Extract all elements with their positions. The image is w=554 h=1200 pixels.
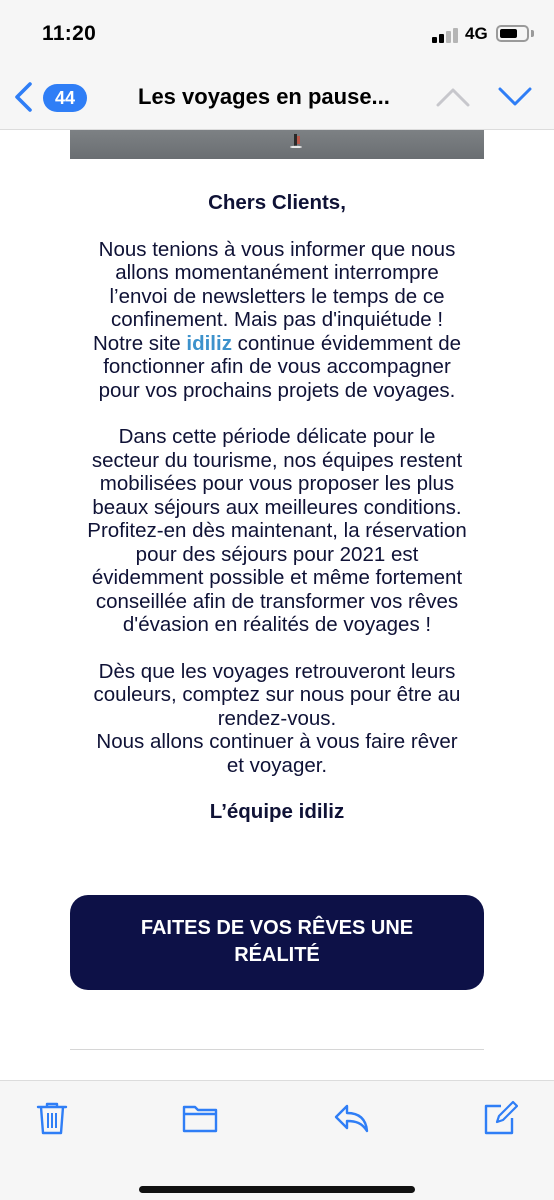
text-line: secteur du tourisme, nos équipes restent	[91, 448, 463, 472]
text-line: beaux séjours aux meilleures conditions.	[92, 495, 462, 519]
cta-label-line2: RÉALITÉ	[234, 944, 320, 966]
signature: L’équipe idiliz	[209, 800, 345, 823]
text-line: rendez-vous.	[217, 706, 337, 730]
text-line: Nous tenions à vous informer que nous	[98, 237, 456, 261]
unread-count-badge[interactable]: 44	[43, 84, 87, 112]
text-line-with-link	[40, 332, 514, 356]
status-time: 11:20	[42, 22, 97, 45]
image-detail	[290, 132, 302, 148]
text-line: confinement. Mais pas d'inquiétude !	[110, 308, 444, 331]
network-type: 4G	[465, 24, 488, 43]
trash-icon[interactable]	[34, 1100, 70, 1136]
text-line: évidemment possible et même fortement	[91, 566, 463, 589]
text-line: Dès que les voyages retrouveront leurs	[98, 659, 456, 683]
next-message-icon[interactable]	[497, 86, 533, 108]
text-line: fonctionner afin de vous accompagner	[103, 355, 451, 378]
text-line: pour des séjours pour 2021 est	[135, 542, 419, 566]
paragraph-tourism	[40, 425, 514, 637]
text-line: l’envoi de newsletters le temps de ce	[109, 284, 445, 308]
text-line: d'évasion en réalités de voyages !	[122, 613, 432, 636]
status-bar	[0, 0, 554, 64]
greeting: Chers Clients,	[208, 191, 346, 214]
text-line: mobilisées pour vous proposer les plus	[99, 472, 455, 495]
text-line: et voyager.	[226, 753, 328, 777]
reply-icon[interactable]	[333, 1100, 369, 1136]
folder-icon[interactable]	[182, 1100, 218, 1136]
mail-toolbar	[0, 1080, 554, 1200]
email-subject-title: Les voyages en pause...	[138, 84, 390, 109]
text-fragment: Notre site	[92, 331, 187, 355]
cellular-signal-icon	[432, 27, 458, 43]
text-line: pour vos prochains projets de voyages.	[98, 378, 456, 402]
text-line: Nous allons continuer à vous faire rêver	[96, 730, 458, 753]
text-line: Dans cette période délicate pour le	[118, 425, 436, 448]
battery-tip	[531, 30, 534, 37]
battery-icon	[496, 25, 529, 42]
idiliz-link[interactable]: idiliz	[186, 331, 232, 355]
cta-label-line1: FAITES DE VOS RÊVES UNE	[140, 917, 414, 939]
previous-message-icon[interactable]	[435, 86, 471, 108]
text-fragment: continue évidemment de	[231, 331, 462, 355]
mail-nav-bar	[0, 64, 554, 130]
home-indicator[interactable]	[139, 1186, 415, 1193]
text-line: conseillée afin de transformer vos rêves	[95, 589, 459, 613]
back-chevron-icon[interactable]	[12, 81, 34, 113]
compose-icon[interactable]	[482, 1100, 518, 1136]
newsletter-hero-image	[70, 130, 484, 159]
email-body	[40, 180, 514, 824]
dream-reality-cta-button[interactable]	[70, 895, 484, 990]
text-line: allons momentanément interrompre	[115, 261, 439, 284]
paragraph-intro	[40, 238, 514, 403]
paragraph-closing	[40, 660, 514, 778]
text-line: couleurs, comptez sur nous pour être au	[93, 683, 461, 706]
content-divider	[70, 1049, 484, 1050]
text-line: Profitez-en dès maintenant, la réservation	[87, 519, 467, 542]
